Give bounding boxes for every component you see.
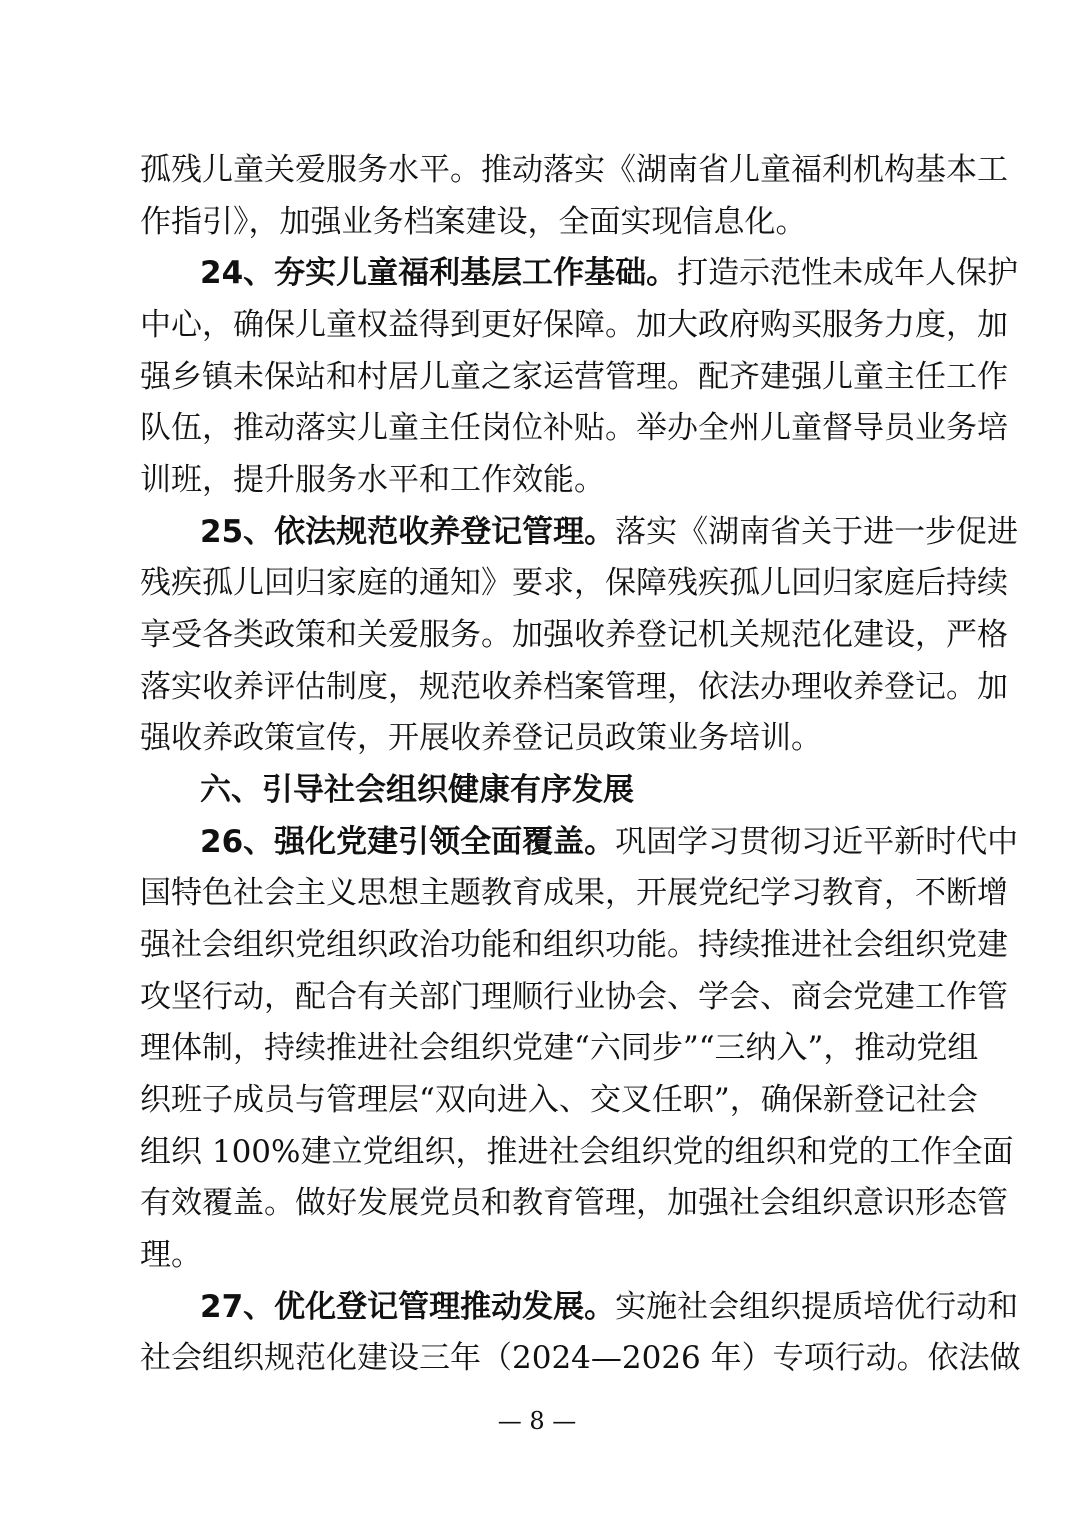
text-line: 组织 100%建立党组织，推进社会组织党的组织和党的工作全面 (140, 1134, 1014, 1170)
paragraph-26-first-line (200, 821, 1019, 863)
text-span: 实施社会组织提质培优行动和 (615, 1289, 1019, 1325)
text-line: 攻坚行动，配合有关部门理顺行业协会、学会、商会党建工作管 (140, 979, 1008, 1015)
text-line: 作指引》，加强业务档案建设，全面实现信息化。 (140, 204, 807, 240)
text-span: 落实《湖南省关于进一步促进 (615, 514, 1019, 550)
item-24-title: 24、夯实儿童福利基层工作基础。 (200, 255, 678, 291)
section-heading: 六、引导社会组织健康有序发展 (200, 772, 634, 808)
text-span: 巩固学习贯彻习近平新时代中 (615, 824, 1019, 860)
page-number: — 8 — (497, 1407, 577, 1435)
text-line: 强社会组织党组织政治功能和组织功能。持续推进社会组织党建 (140, 927, 1008, 963)
paragraph-24-first-line (200, 252, 1019, 294)
item-25-title: 25、依法规范收养登记管理。 (200, 514, 616, 550)
text-line: 理体制，持续推进社会组织党建“六同步”“三纳入”，推动党组 (140, 1030, 979, 1066)
text-line: 享受各类政策和关爱服务。加强收养登记机关规范化建设，严格 (140, 617, 1008, 653)
text-line: 训班，提升服务水平和工作效能。 (140, 462, 605, 498)
text-line: 孤残儿童关爱服务水平。推动落实《湖南省儿童福利机构基本工 (140, 152, 1008, 188)
text-line: 队伍，推动落实儿童主任岗位补贴。举办全州儿童督导员业务培 (140, 410, 1008, 446)
text-line: 理。 (140, 1237, 202, 1273)
text-line: 中心，确保儿童权益得到更好保障。加大政府购买服务力度，加 (140, 307, 1008, 343)
text-line: 社会组织规范化建设三年（2024—2026 年）专项行动。依法做 (140, 1340, 1021, 1376)
paragraph-25-first-line (200, 511, 1019, 553)
text-line: 残疾孤儿回归家庭的通知》要求，保障残疾孤儿回归家庭后持续 (140, 565, 1008, 601)
item-26-title: 26、强化党建引领全面覆盖。 (200, 824, 616, 860)
item-27-title: 27、优化登记管理推动发展。 (200, 1289, 616, 1325)
paragraph-27-first-line (200, 1286, 1019, 1328)
text-line: 国特色社会主义思想主题教育成果，开展党纪学习教育，不断增 (140, 875, 1008, 911)
text-span: 打造示范性未成年人保护 (677, 255, 1019, 291)
text-line: 强收养政策宣传，开展收养登记员政策业务培训。 (140, 720, 822, 756)
text-line: 织班子成员与管理层“双向进入、交叉任职”，确保新登记社会 (140, 1082, 978, 1118)
text-line: 强乡镇未保站和村居儿童之家运营管理。配齐建强儿童主任工作 (140, 359, 1008, 395)
text-line: 有效覆盖。做好发展党员和教育管理，加强社会组织意识形态管 (140, 1185, 1008, 1221)
text-line: 落实收养评估制度，规范收养档案管理，依法办理收养登记。加 (140, 669, 1008, 705)
